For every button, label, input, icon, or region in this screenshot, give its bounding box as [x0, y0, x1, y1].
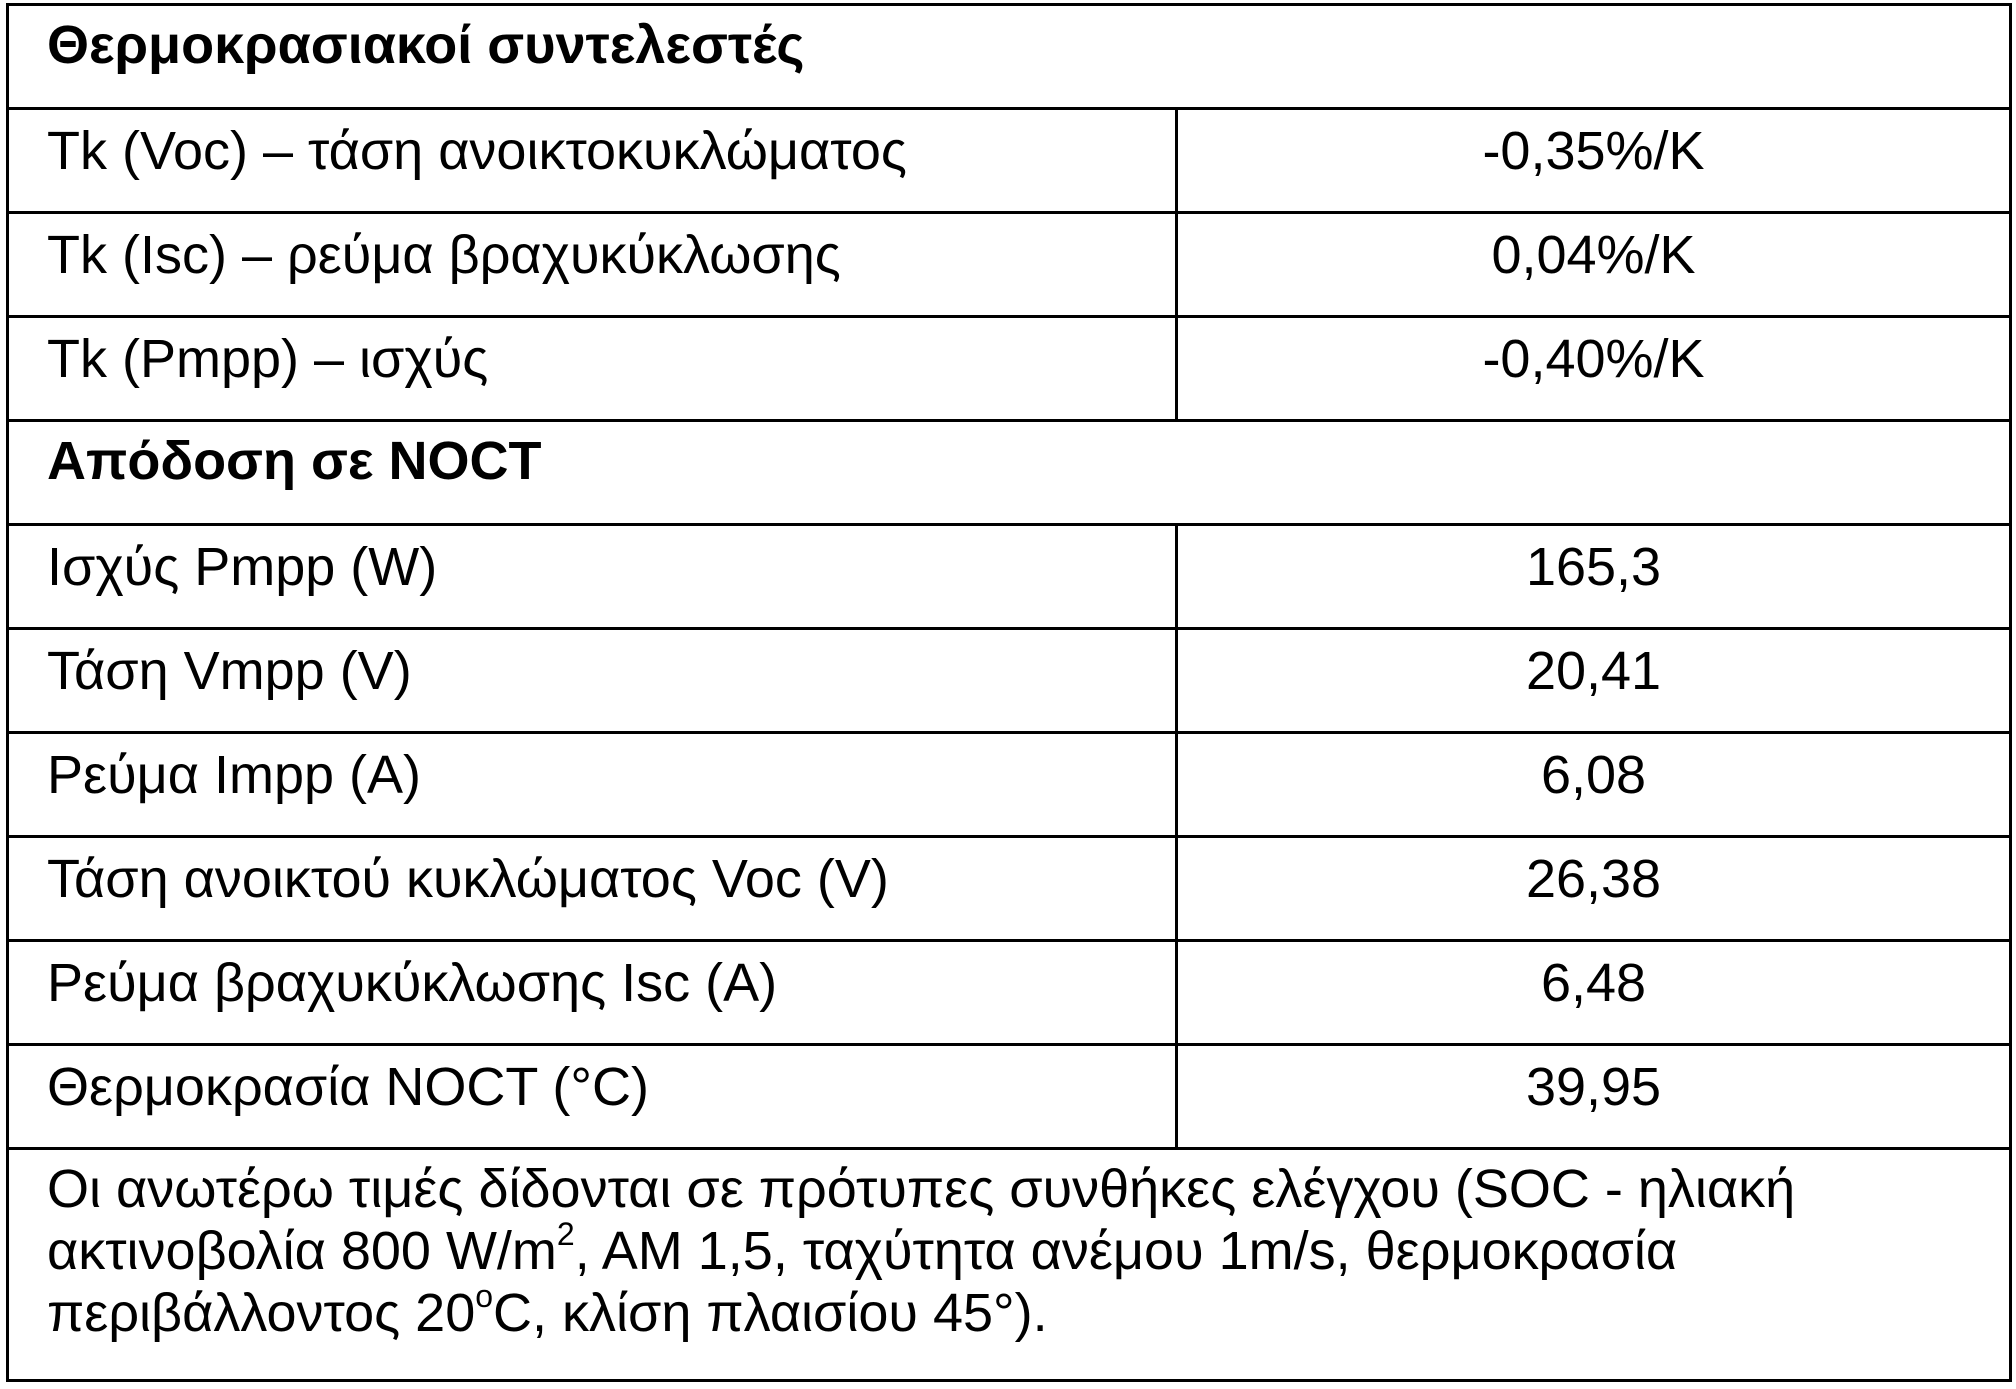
row-label: Tk (Pmpp) – ισχύς: [8, 317, 1177, 421]
row-value: 6,08: [1177, 733, 2011, 837]
table-row: [8, 941, 2011, 1045]
table-row: [8, 1045, 2011, 1149]
row-label: Ισχύς Pmpp (W): [8, 525, 1177, 629]
table-row: [8, 733, 2011, 837]
specifications-table: [6, 3, 2012, 1382]
row-label: Ρεύμα βραχυκύκλωσης Isc (A): [8, 941, 1177, 1045]
row-value: -0,40%/K: [1177, 317, 2011, 421]
row-label: Ρεύμα Impp (A): [8, 733, 1177, 837]
row-value: 26,38: [1177, 837, 2011, 941]
section-header-noct-performance: [8, 421, 2011, 525]
row-value: -0,35%/K: [1177, 109, 2011, 213]
row-value: 20,41: [1177, 629, 2011, 733]
row-label: Θερμοκρασία NOCT (°C): [8, 1045, 1177, 1149]
footnote-superscript-degree: o: [475, 1278, 494, 1314]
section-title: Θερμοκρασιακοί συντελεστές: [8, 5, 2011, 109]
row-value: 0,04%/K: [1177, 213, 2011, 317]
footnote-row: [8, 1149, 2011, 1381]
row-value: 39,95: [1177, 1045, 2011, 1149]
table-row: [8, 317, 2011, 421]
table-row: [8, 109, 2011, 213]
row-value: 165,3: [1177, 525, 2011, 629]
footnote-superscript-squared: 2: [556, 1216, 575, 1252]
row-label: Τάση ανοικτού κυκλώματος Voc (V): [8, 837, 1177, 941]
table-row: [8, 525, 2011, 629]
table-row: [8, 837, 2011, 941]
footnote-part-2: , AM 1,5, ταχύτητα ανέμου 1m/s, θερμοκρασία περιβάλλοντος 20: [47, 1221, 1678, 1343]
footnote-part-3: C, κλίση πλαισίου 45°).: [493, 1283, 1048, 1343]
footnote-part-1: Οι ανωτέρω τιμές δίδονται σε πρότυπες συνθήκες ελέγχου (SOC - ηλιακή ακτινοβολία 800 W/m: [47, 1159, 1796, 1281]
footnote-text: [8, 1149, 2011, 1381]
table-row: [8, 213, 2011, 317]
section-title: Απόδοση σε NOCT: [8, 421, 2011, 525]
table-row: [8, 629, 2011, 733]
row-value: 6,48: [1177, 941, 2011, 1045]
row-label: Tk (Voc) – τάση ανοικτοκυκλώματος: [8, 109, 1177, 213]
section-header-thermal-coefficients: [8, 5, 2011, 109]
row-label: Tk (Isc) – ρεύμα βραχυκύκλωσης: [8, 213, 1177, 317]
row-label: Τάση Vmpp (V): [8, 629, 1177, 733]
